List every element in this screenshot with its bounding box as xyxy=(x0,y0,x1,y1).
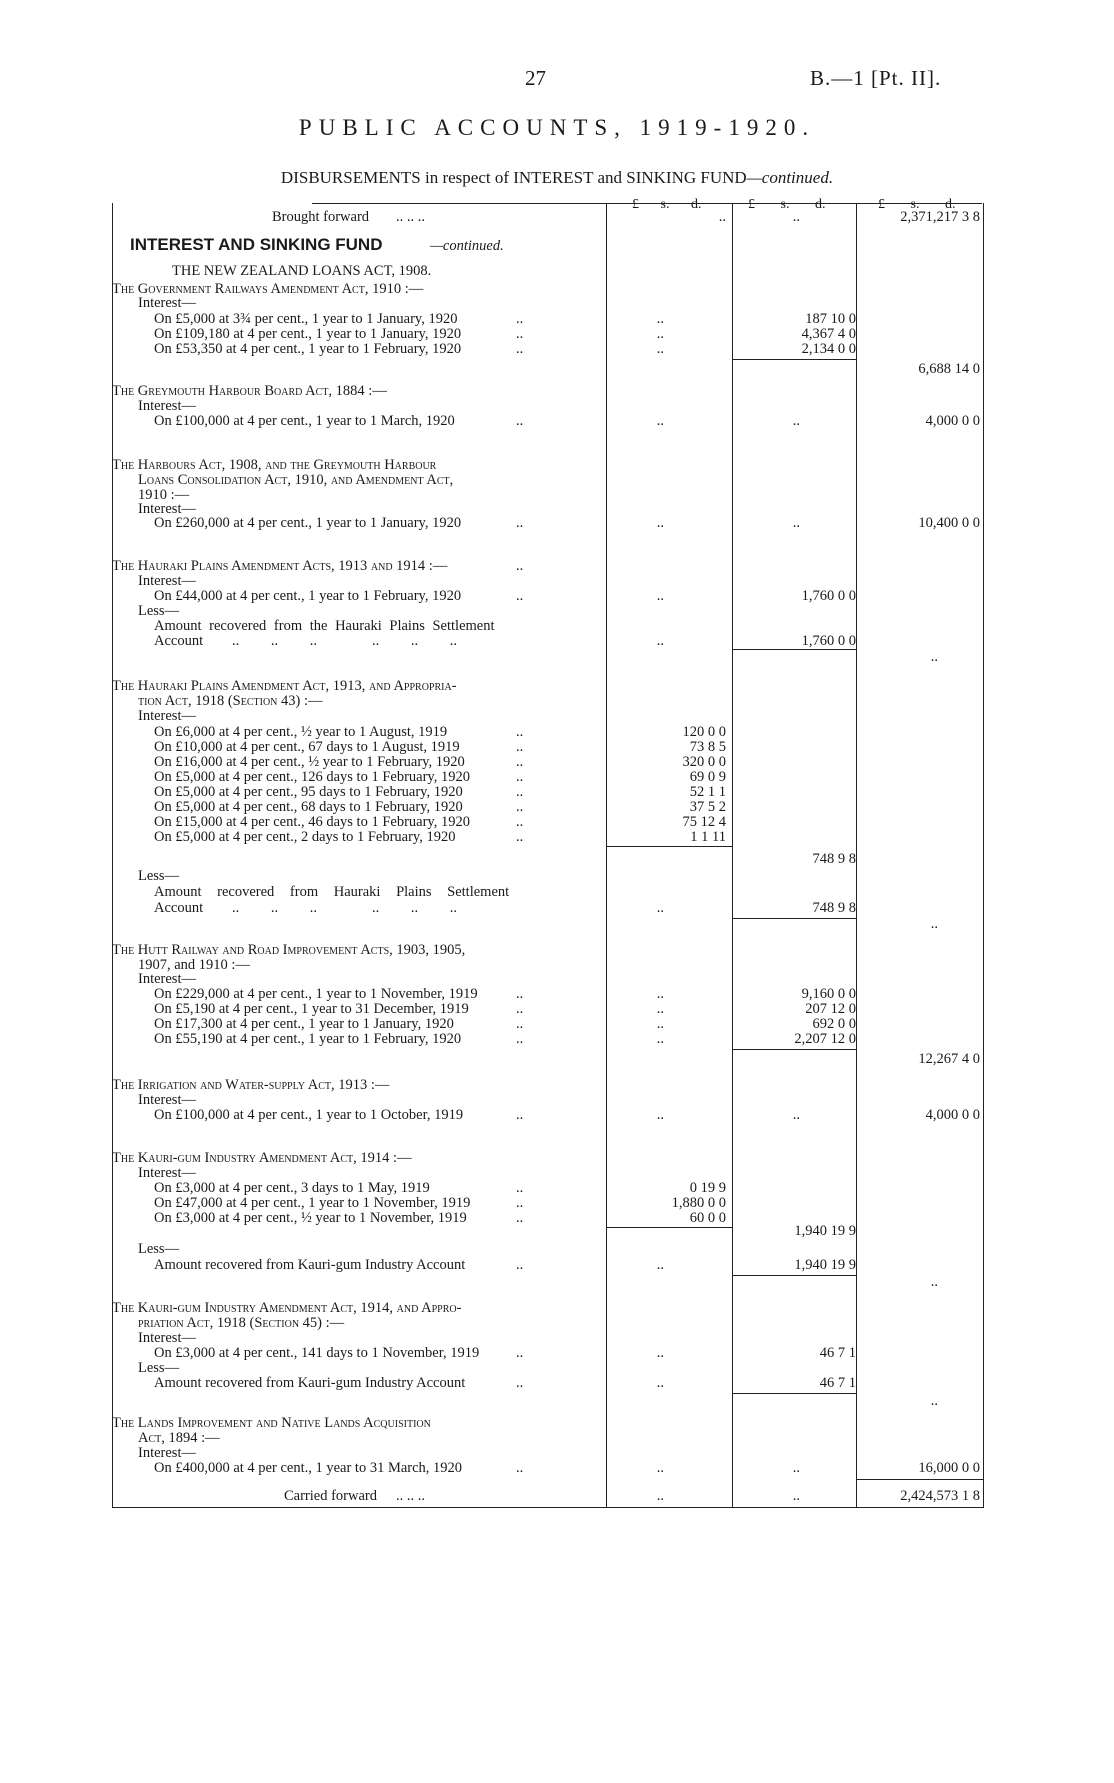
col1-header: £ s. d. xyxy=(632,197,702,212)
leader-dots: .. .. .. xyxy=(396,1488,425,1504)
subtitle-continued: —continued. xyxy=(746,168,834,187)
gov-railways-rule xyxy=(732,359,856,360)
rule-col1 xyxy=(606,203,607,1508)
col2-header: £ s. d. xyxy=(748,197,826,212)
page-subtitle xyxy=(0,168,1114,188)
dots: .. xyxy=(718,209,726,225)
dots: .. xyxy=(792,1488,800,1504)
section-heading-label: INTEREST AND SINKING FUND xyxy=(130,235,383,254)
section-heading-continued: —continued. xyxy=(430,238,504,254)
brought-forward-label: Brought forward xyxy=(272,209,370,225)
hauraki2-rule xyxy=(606,846,732,847)
col3-header: £ s. d. xyxy=(878,197,956,212)
page-number: 27 xyxy=(525,66,546,90)
carried-forward-label: Carried forward xyxy=(284,1488,377,1504)
brought-forward-amount: 2,371,217 3 8 xyxy=(900,209,980,225)
document-reference: B.—1 [Pt. II]. xyxy=(810,66,942,90)
rule-right xyxy=(983,203,984,1508)
kauri2-rule xyxy=(732,1393,856,1394)
disbursements-table: £ s. d. £ s. d. £ s. d. Brought forward .. .. .. .. .. 2,371,217 3 8 INTEREST AND SINKING FUND —continued. THE NEW ZEALAND LOANS ACT, 1908. The Government Railways Amendment Act, 1910 :— Interest— On £5,000 at 3¾ per cent., 1 year to 1 January, 1920 .. .. 187 10 0 On £109,180 at 4 per cent., 1 year to 1 January, 1920 .. .. 4,367 4 0 On £53,350 at 4 per cent., 1 year to 1 February, 1920 .. .. 2,134 0 0 6,688 14 0 The Greymouth Harbour Board Act, 1884 :— Interest— On £100,000 at 4 per cent., 1 year to 1 March, 1920 .. .. .. 4,000 0 0 The Harbours Act, 1908, and the Greymouth Harbour Loans Consolidation Act, 1910, and Amendment Act, 1910 :— Interest— On £260,000 at 4 per cent., 1 year to 1 January, 1920 .. .. .. 10,400 0 0 The Hauraki Plains Amendment Acts, 1913 and 1914 :— .. Interest— On £44,000 at 4 per cent., 1 year to 1 February, 1920 .. .. 1,760 0 0 Less— Amount recovered from the Hauraki Plains Settlement Account .. .. .. .. .. .. .. 1,760 0 0 .. The Hauraki Plains Amendment Act, 1913, and Appropria- tion Act, 1918 (Section 43) :— Interest— On £6,000 at 4 per cent., ½ year to 1 August, 1919 .. 120 0 0 On £10,000 at 4 per cent., 67 days to 1 August, 1919 .. 73 8 5 On £16,000 at 4 per cent., ½ year to 1 February, 1920 .. 320 0 0 On £5,000 at 4 per cent., 126 days to 1 February, 1920 .. 69 0 9 On £5,000 at 4 per cent., 95 days to 1 February, 1920 .. 52 1 1 On £5,000 at 4 per cent., 68 days to 1 February, 1920 .. 37 5 2 On £15,000 at 4 per cent., 46 days to 1 February, 1920 .. 75 12 4 On £5,000 at 4 per cent., 2 days to 1 February, 1920 .. 1 1 11 748 9 8 Less— Amount recovered from Hauraki Plains Settlement Account .. .. .. .. .. .. .. 748 9 8 .. The Hutt Railway and Road Improvement Acts, 1903, 1905, 1907, and 1910 :— Interest— On £229,000 at 4 per cent., 1 year to 1 November, 1919 .. .. 9,160 0 0 On £5,190 at 4 per cent., 1 year to 31 December, 1919 .. .. 207 12 0 On £17,300 at 4 per cent., 1 year to 1 January, 1920 .. .. 692 0 0 On £55,190 at 4 per cent., 1 year to 1 February, 1920 .. .. 2,207 12 0 12,267 4 0 The Irrigation and Water-supply Act, 1913 :— Interest— On £100,000 at 4 per cent., 1 year to 1 October, 1919 .. .. .. 4,000 0 0 The Kauri-gum Industry Amendment Act, 1914 :— Interest— On £3,000 at 4 per cent., 3 days to 1 May, 1919 .. 0 19 9 On £47,000 at 4 per cent., 1 year to 1 November, 1919 .. 1,880 0 0 On £3,000 at 4 per cent., ½ year to 1 November, 1919 .. 60 0 0 1,940 19 9 Less— Amount recovered from Kauri-gum Industry Account .. .. 1,940 19 9 .. The Kauri-gum Industry Amendment Act, 1914, and Appro- priation Act, 1918 (Section 45) :— Interest— On £3,000 at 4 per cent., 141 days to 1 November, 1919 .. .. 46 7 1 Less— Amount recovered from Kauri-gum Industry Account .. .. 46 7 1 .. The Lands Improvement and Native Lands Acquisition Act, 1894 :— Interest— On £400,000 at 4 per cent., 1 year to 31 March, 1920 .. .. .. 16,000 0 0 Carried forward .. .. .. .. .. 2,424,573 1 8 xyxy=(112,203,984,1509)
hauraki2-rule-2 xyxy=(732,918,856,919)
rule-col3 xyxy=(856,203,857,1508)
rule-bottom xyxy=(112,1507,983,1508)
kauri1-rule xyxy=(606,1227,732,1228)
dots: .. xyxy=(792,209,800,225)
rule-col2 xyxy=(732,203,733,1508)
hauraki1-rule xyxy=(732,649,856,650)
subtitle-main: DISBURSEMENTS in respect of INTEREST and SINKING FUND xyxy=(280,168,747,187)
leader-dots: .. .. .. xyxy=(396,209,425,225)
dots: .. xyxy=(656,1488,664,1504)
kauri1-rule-2 xyxy=(732,1275,856,1276)
hutt-rule xyxy=(732,1049,856,1050)
page-title: PUBLIC ACCOUNTS, 1919-1920. xyxy=(298,115,816,140)
carried-forward-rule xyxy=(856,1479,983,1480)
carried-forward-amount: 2,424,573 1 8 xyxy=(900,1488,980,1504)
